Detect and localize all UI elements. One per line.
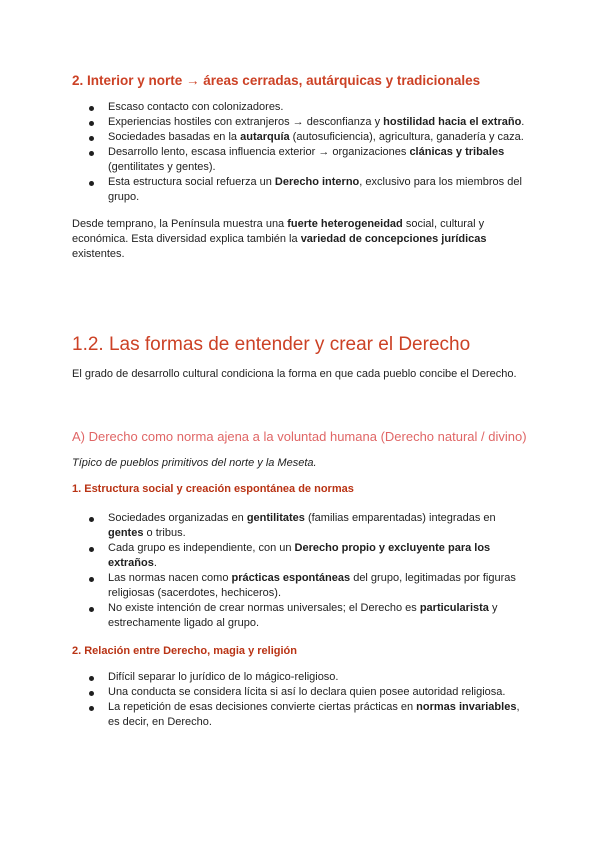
- text-run: .: [153, 557, 157, 569]
- sub-heading-estructura: 1. Estructura social y creación espontánea de normas: [72, 483, 354, 495]
- section-title: 1.2. Las formas de entender y crear el Derecho: [72, 334, 471, 355]
- list-item: [72, 511, 528, 541]
- bullet-icon: [89, 577, 94, 582]
- text-run: Desde temprano, la Península muestra una: [72, 218, 288, 230]
- bold-text: prácticas espontáneas: [231, 572, 351, 584]
- bold-text: autarquía: [240, 131, 290, 143]
- text-run: Escaso contacto con colonizadores.: [108, 101, 284, 113]
- list-item: [72, 145, 528, 175]
- section-interior-norte: [72, 72, 528, 262]
- bullet-list: [72, 511, 528, 631]
- list-item: [72, 571, 528, 601]
- bullet-list: [72, 670, 528, 730]
- subsection-heading: A) Derecho como norma ajena a la voluntad humana (Derecho natural / divino): [72, 429, 527, 444]
- text-run: o tribus.: [143, 527, 186, 539]
- list-item: [72, 601, 528, 631]
- italic-note: Típico de pueblos primitivos del norte y la Meseta.: [72, 457, 317, 469]
- bold-text: variedad de concepciones jurídicas: [300, 233, 487, 245]
- section-heading: 2. Interior y norte → áreas cerradas, autárquicas y tradicionales: [72, 73, 481, 88]
- bullet-icon: [89, 136, 94, 141]
- text-run: (gentilitates y gentes).: [108, 161, 216, 173]
- text-run: (familias emparentadas) integradas en: [304, 512, 496, 524]
- bold-text: gentes: [108, 527, 144, 539]
- text-run: del grupo, legitimadas por figuras religiosas (sacerdotes, hechiceros).: [108, 572, 516, 599]
- text-run: y estrechamente ligado al grupo.: [108, 602, 498, 629]
- text-run: , es decir, en Derecho.: [108, 701, 520, 728]
- bullet-icon: [89, 517, 94, 522]
- text-run: Sociedades basadas en la: [108, 131, 241, 143]
- sub-heading-magia: 2. Relación entre Derecho, magia y religión: [72, 645, 297, 657]
- section-derecho-natural: [72, 428, 528, 730]
- intro-paragraph: El grado de desarrollo cultural condiciona la forma en que cada pueblo concibe el Derecho.: [72, 368, 517, 380]
- list-item: [72, 100, 528, 115]
- text-run: Cada grupo es independiente, con un: [108, 542, 295, 554]
- bullet-list: [72, 100, 528, 205]
- text-run: Sociedades organizadas en: [108, 512, 247, 524]
- list-item: [72, 130, 528, 145]
- text-run: social, cultural y económica. Esta diversidad explica también la: [72, 218, 485, 245]
- bold-text: particularista: [419, 602, 489, 614]
- bold-text: fuerte heterogeneidad: [287, 218, 403, 230]
- text-run: No existe intención de crear normas universales; el Derecho es: [108, 602, 420, 614]
- text-run: Difícil separar lo jurídico de lo mágico-religioso.: [108, 671, 339, 683]
- section-formas-derecho: [72, 333, 528, 382]
- text-run: existentes.: [72, 248, 125, 260]
- list-item: [72, 670, 528, 685]
- text-run: Las normas nacen como: [108, 572, 232, 584]
- text-run: Experiencias hostiles con extranjeros → desconfianza y: [108, 116, 384, 128]
- bullet-icon: [89, 181, 94, 186]
- bold-text: normas invariables: [416, 701, 517, 713]
- paragraph: [72, 217, 528, 262]
- bullet-icon: [89, 706, 94, 711]
- text-run: , exclusivo para los miembros del grupo.: [108, 176, 522, 203]
- bullet-icon: [89, 607, 94, 612]
- text-run: .: [521, 116, 525, 128]
- text-run: Desarrollo lento, escasa influencia exterior → organizaciones: [108, 146, 410, 158]
- bullet-icon: [89, 106, 94, 111]
- bold-text: hostilidad hacia el extraño: [383, 116, 522, 128]
- bullet-icon: [89, 691, 94, 696]
- text-run: Esta estructura social refuerza un: [108, 176, 275, 188]
- list-item: [72, 541, 528, 571]
- text-run: La repetición de esas decisiones convierte ciertas prácticas en: [108, 701, 417, 713]
- list-item: [72, 175, 528, 205]
- text-run: (autosuficiencia), agricultura, ganadería y caza.: [289, 131, 524, 143]
- bold-text: gentilitates: [246, 512, 305, 524]
- bullet-icon: [89, 547, 94, 552]
- bullet-icon: [89, 676, 94, 681]
- bullet-icon: [89, 121, 94, 126]
- bullet-icon: [89, 151, 94, 156]
- bold-text: Derecho propio y excluyente para los extraños: [108, 542, 491, 569]
- list-item: [72, 685, 528, 700]
- bold-text: Derecho interno: [274, 176, 360, 188]
- list-item: [72, 700, 528, 730]
- list-item: [72, 115, 528, 130]
- bold-text: clánicas y tribales: [409, 146, 505, 158]
- text-run: Una conducta se considera lícita si así lo declara quien posee autoridad religiosa.: [108, 686, 506, 698]
